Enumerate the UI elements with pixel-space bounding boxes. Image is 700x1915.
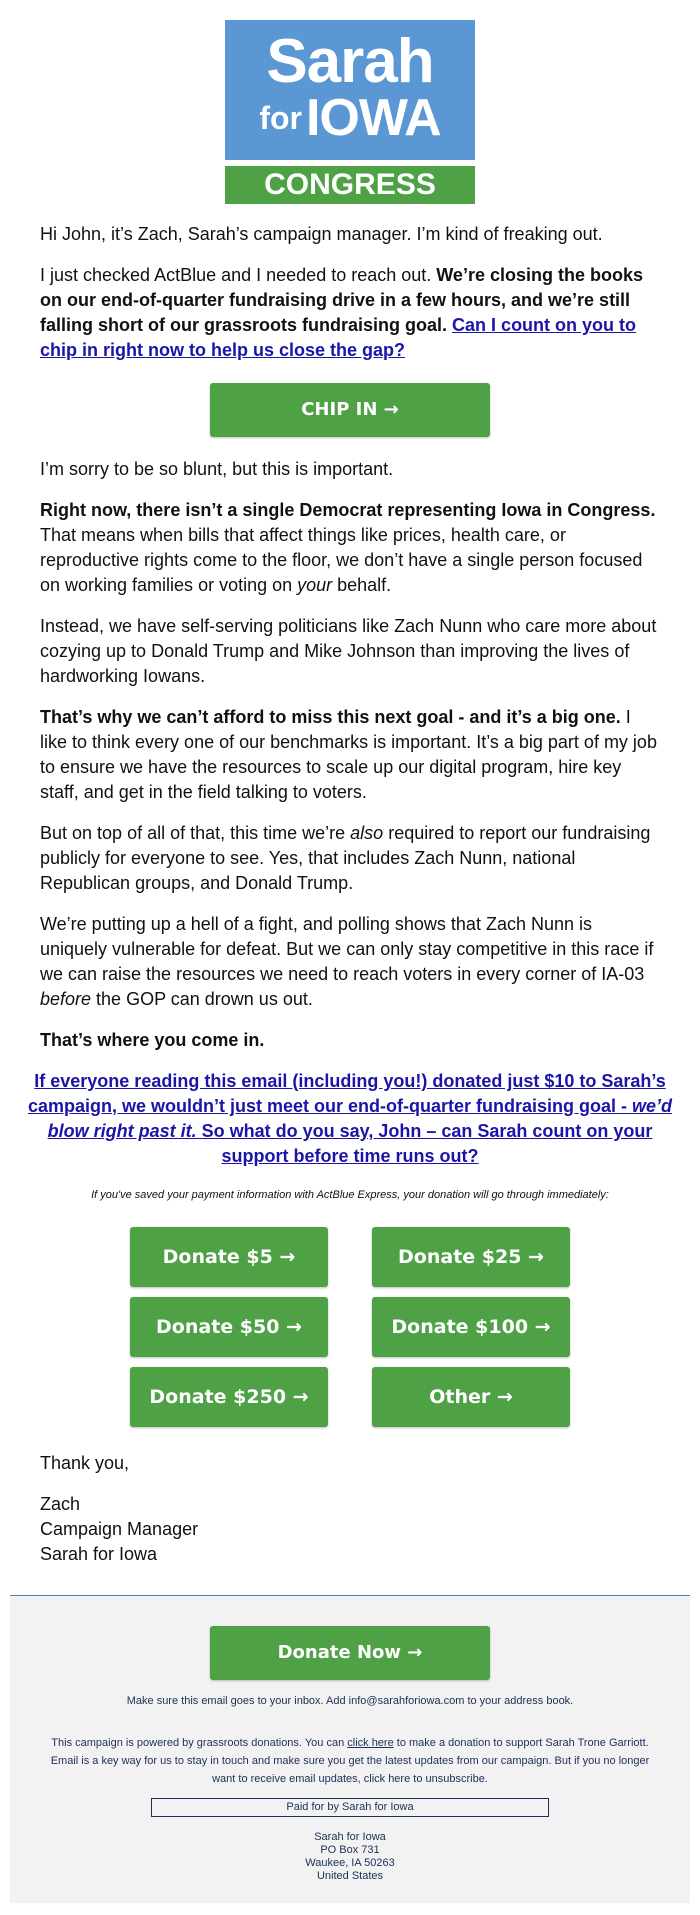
paragraph-sorry: I’m sorry to be so blunt, but this is important. bbox=[40, 459, 394, 479]
donate-50-button[interactable]: Donate $50 → bbox=[130, 1297, 328, 1357]
report-italic: also bbox=[350, 823, 384, 843]
no-democrat-text: That means when bills that affect things like prices, health care, or reproductive rights come to the floor, we don’t have a single person focused on working families or voting on bbox=[40, 525, 643, 595]
email-body bbox=[0, 222, 700, 1053]
powered-text-b: to make a donation to support Sarah Trone Garriott. Email is a key way for us to stay in touch and make sure you get the latest updates from our campaign. But if you no longer want to receive email updates, click here to unsubscribe. bbox=[50, 1737, 650, 1785]
campaign-logo bbox=[225, 20, 475, 204]
paragraph-fight bbox=[40, 912, 660, 1012]
signoff-org: Sarah for Iowa bbox=[40, 1544, 158, 1564]
donate-ten-text-a[interactable]: If everyone reading this email (including you!) donated just $10 to Sarah’s campaign, we wouldn’t just meet our end-of-quarter fundraising goal - bbox=[27, 1071, 666, 1116]
actblue-express-note: If you've saved your payment information with ActBlue Express, your donation will go through immediately: bbox=[91, 1189, 609, 1201]
intro-bold: We’re closing the books on our end-of-quarter fundraising drive in a few hours, and we’re still falling short of our grassroots fundraising goal. bbox=[40, 265, 643, 335]
paragraph-report bbox=[40, 821, 660, 896]
no-democrat-italic: your bbox=[297, 575, 333, 595]
chip-in-link[interactable]: Can I count on you to chip in right now to help us close the gap? bbox=[40, 315, 637, 360]
no-democrat-end: behalf. bbox=[332, 575, 392, 595]
report-text-b: required to report our fundraising publicly for everyone to see. Yes, that includes Zach Nunn, national Republican groups, and Donald Trump. bbox=[40, 823, 651, 893]
signoff-title: Campaign Manager bbox=[40, 1519, 199, 1539]
donate-250-button[interactable]: Donate $250 → bbox=[130, 1367, 328, 1427]
chip-in-wrap bbox=[40, 383, 660, 437]
paragraph-big-goal bbox=[40, 705, 660, 805]
address-line: Sarah for Iowa bbox=[314, 1831, 386, 1843]
donate-now-button[interactable]: Donate Now → bbox=[210, 1626, 490, 1680]
report-text-a: But on top of all of that, this time we’re bbox=[40, 823, 351, 843]
signoff bbox=[0, 1451, 700, 1567]
donate-25-button[interactable]: Donate $25 → bbox=[372, 1227, 570, 1287]
fight-italic: before bbox=[40, 989, 92, 1009]
paragraph-no-democrat bbox=[40, 498, 660, 598]
donate-100-button[interactable]: Donate $100 → bbox=[372, 1297, 570, 1357]
donate-ten-italic[interactable]: we’d blow right past it. bbox=[47, 1096, 673, 1141]
mailing-address bbox=[10, 1831, 690, 1883]
fight-text-a: We’re putting up a hell of a fight, and polling shows that Zach Nunn is uniquely vulnerable for defeat. But we can only stay competitive in this race if we can raise the resources we need to reach voters in every corner of IA-03 bbox=[40, 914, 654, 984]
big-goal-bold: That’s why we can’t afford to miss this next goal - and it’s a big one. bbox=[40, 707, 621, 727]
greeting: Hi John, it’s Zach, Sarah’s campaign manager. I’m kind of freaking out. bbox=[40, 224, 603, 244]
logo-name: Sarah bbox=[266, 27, 434, 96]
inbox-note: Make sure this email goes to your inbox. Add info@sarahforiowa.com to your address book. bbox=[126, 1695, 574, 1707]
you-come-in-bold: That’s where you come in. bbox=[40, 1030, 265, 1050]
intro-text: I just checked ActBlue and I needed to reach out. bbox=[40, 265, 437, 285]
email-page bbox=[0, 20, 700, 1903]
donate-5-button[interactable]: Donate $5 → bbox=[130, 1227, 328, 1287]
logo-blue-panel bbox=[225, 20, 475, 160]
donate-ten-link[interactable] bbox=[20, 1069, 680, 1169]
fight-text-b: the GOP can drown us out. bbox=[91, 989, 313, 1009]
logo-for: for bbox=[259, 100, 302, 136]
signoff-thanks: Thank you, bbox=[40, 1453, 130, 1473]
paid-for-box: Paid for by Sarah for Iowa bbox=[151, 1798, 549, 1817]
signoff-name: Zach bbox=[40, 1494, 81, 1514]
logo-office: CONGRESS bbox=[225, 166, 475, 204]
click-here-link[interactable]: click here bbox=[347, 1737, 394, 1749]
footer bbox=[10, 1596, 690, 1903]
powered-text-a: This campaign is powered by grassroots donations. You can bbox=[51, 1737, 348, 1749]
paragraph-intro bbox=[40, 263, 660, 363]
powered-note bbox=[50, 1734, 650, 1788]
big-goal-text: I like to think every one of our benchmarks is important. It’s a big part of my job to ensure we have the resources to scale up our digital program, hire key staff, and get in the field talking to voters. bbox=[40, 707, 657, 802]
chip-in-button[interactable]: CHIP IN → bbox=[210, 383, 490, 437]
donate-button-grid bbox=[130, 1227, 570, 1427]
logo-for-iowa bbox=[225, 88, 475, 161]
address-line: Waukee, IA 50263 bbox=[305, 1857, 395, 1869]
address-line: United States bbox=[316, 1870, 384, 1882]
donate-ten-text-b[interactable]: So what do you say, John – can Sarah count on your support before time runs out? bbox=[196, 1121, 653, 1166]
paragraph-you-come-in bbox=[40, 1028, 660, 1053]
no-democrat-bold: Right now, there isn’t a single Democrat representing Iowa in Congress. bbox=[40, 500, 656, 520]
logo-state: IOWA bbox=[305, 89, 441, 147]
paragraph-instead: Instead, we have self-serving politicians like Zach Nunn who care more about cozying up to Donald Trump and Mike Johnson than improving the lives of hardworking Iowans. bbox=[40, 616, 657, 686]
address-line: PO Box 731 bbox=[320, 1844, 380, 1856]
donate-other-button[interactable]: Other → bbox=[372, 1367, 570, 1427]
